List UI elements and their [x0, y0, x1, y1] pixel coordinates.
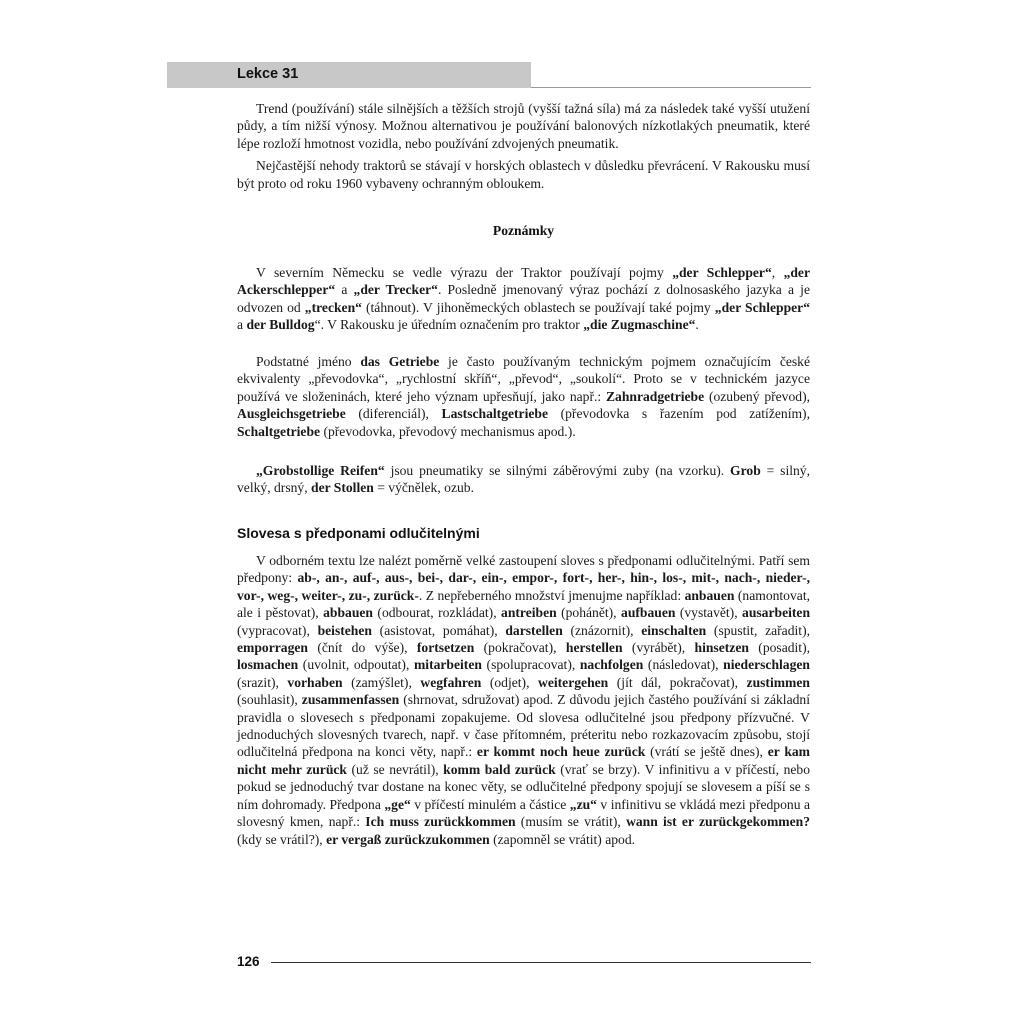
bold-term: hinsetzen: [694, 640, 749, 656]
bold-term: „der Trecker“: [353, 282, 438, 298]
bold-term: abbauen: [323, 605, 373, 621]
text-run: (vrátí se ještě dnes),: [645, 744, 768, 760]
text-run: (jít dál, pokračovat),: [608, 674, 747, 690]
paragraph: [237, 264, 810, 334]
text-run: (odbourat, rozkládat),: [373, 605, 502, 621]
notes-heading: Poznámky: [492, 223, 555, 238]
bold-term: mitarbeiten: [413, 657, 482, 673]
text-run: “. V Rakousku je úředním označením pro traktor: [314, 317, 584, 333]
bold-term: komm bald zurück: [443, 761, 556, 777]
text-run: (zapomněl se vrátit) apod.: [489, 831, 636, 847]
bold-term: weitergehen: [538, 674, 609, 690]
bold-term: emporragen: [237, 640, 308, 656]
paragraph: Nejčastější nehody traktorů se stávají v horských oblastech v důsledku převrácení. V Rakousku musí být proto od roku 1960 vybaveny ochranným obloukem.: [237, 158, 810, 191]
bold-term: Schaltgetriebe: [237, 423, 321, 439]
header-rule: [531, 87, 811, 88]
bold-term: Zahnradgetriebe: [605, 388, 705, 404]
text-run: (souhlasit),: [237, 692, 302, 708]
bold-term: „Grobstollige Reifen“: [256, 463, 385, 478]
bold-term: er vergaß zurückzukommen: [326, 831, 490, 847]
header-bar: [167, 62, 531, 88]
bold-term: zustimmen: [746, 674, 810, 690]
text-run: (znázornit),: [562, 622, 642, 638]
text-run: Podstatné jméno: [256, 354, 361, 369]
text-run: V severním Německu se vedle výrazu der Traktor používají pojmy: [256, 265, 673, 280]
note-1: [237, 264, 810, 339]
text-run: (pokračovat),: [474, 640, 566, 656]
text-run: (vypracovat),: [237, 622, 318, 638]
bold-term: Ausgleichsgetriebe: [237, 406, 346, 422]
bold-term: ausarbeiten: [742, 605, 810, 621]
text-run: (srazit),: [237, 674, 288, 690]
text-run: (spolupracovat),: [481, 657, 580, 673]
bold-term: Ich muss zurückkommen: [365, 814, 516, 830]
text-run: a: [237, 317, 247, 333]
bold-term: aufbauen: [621, 605, 676, 621]
bold-term: Lastschaltgetriebe: [441, 406, 548, 422]
text-run: (spustit, zařadit),: [706, 622, 810, 638]
bold-term: Grob: [730, 463, 761, 478]
bold-term: anbauen: [684, 587, 735, 603]
bold-term: losmachen: [237, 657, 299, 673]
text-run: (musím se vrátit),: [515, 814, 627, 830]
bold-term: er kommt noch heue zurück: [476, 744, 646, 760]
text-run: (táhnout). V jihoněmeckých oblastech se používají také pojmy: [361, 299, 715, 315]
paragraph: [237, 462, 810, 497]
text-run: V odborném textu lze nalézt poměrně velké zastoupení sloves s předponami odlučitelnými. Patří sem předpony:: [237, 553, 810, 586]
section-title: Slovesa s předponami odlučitelnými: [237, 525, 480, 541]
section-body: [237, 552, 810, 853]
text-run: . Posledně jmenovaný výraz pochází z dolnosaského jazyka a je odvozen od: [237, 282, 810, 315]
bold-term: „der Schlepper“: [714, 299, 810, 315]
text-run: (odjet),: [481, 674, 539, 690]
text-run: je často používaným technickým pojmem označujícím české ekvivalenty „převodovka“, „rychlostní skříň“, „převod“, „soukolí“. Proto se v technickém jazyce používá ve složeninách, které jeho význam upřesňují, jako např.:: [237, 354, 811, 404]
bold-term: wann ist er zurückgekommen?: [626, 814, 810, 830]
bold-term: der Bulldog: [246, 317, 315, 333]
footer-rule: [271, 962, 811, 963]
paragraph: Trend (používání) stále silnějších a těžších strojů (vyšší tažná síla) má za následek také vyšší utužení půdy, a tím nižší výnosy. Možnou alternativou je používání balonových nízkotlakých pneumatik, které lépe rozloží hmotnost vozidla, nebo používání zdvojených pneumatik.: [237, 101, 810, 151]
text-run: (ozubený převod),: [704, 388, 810, 404]
bold-term: wegfahren: [420, 674, 482, 690]
text-run: (převodovka s řazením pod zatížením),: [548, 406, 810, 422]
text-run: (posadit),: [748, 640, 811, 656]
bold-term: das Getriebe: [360, 354, 440, 369]
text-run: (pohánět),: [556, 605, 622, 621]
text-run: (vystavět),: [675, 605, 743, 621]
text-run: v infinitivu se vkládá mezi předponu a slovesný kmen, např.:: [237, 796, 810, 830]
text-run: (namontovat, ale i pěstovat),: [237, 587, 810, 621]
bold-term: einschalten: [641, 622, 707, 638]
bold-term: „trecken“: [304, 299, 362, 315]
text-run: = výčnělek, ozub.: [373, 480, 474, 496]
bold-term: „der Schlepper“: [672, 265, 772, 280]
text-run: .: [695, 317, 699, 333]
paragraph: [237, 353, 810, 440]
bold-term: „ge“: [384, 796, 411, 812]
bold-term: niederschlagen: [723, 657, 810, 673]
bold-term: antreiben: [501, 605, 557, 621]
text-run: v příčestí minulém a částice: [410, 796, 570, 812]
bold-term: „der Ackerschlepper“: [237, 265, 811, 298]
bold-term: er kam nicht mehr zurück: [237, 744, 810, 777]
text-run: (čnít do výše),: [307, 640, 417, 656]
text-run: ,: [771, 265, 784, 280]
text-run: a: [335, 282, 354, 298]
bold-term: zusammenfassen: [301, 692, 400, 708]
bold-term: der Stollen: [311, 480, 374, 496]
text-run: (shrnovat, sdružovat) apod. Z důvodu jejich častého používání si základní pravidla o slovesech s předponami zopakujeme. Od slovesa odlučitelné jsou předpony přízvučné. V jednoduchých slovesných tvarech, např. v čase přítomném, préteritu nebo rozkazovacím způsobu, stojí odlučitelná předpona na konci věty, např.:: [237, 692, 810, 760]
text-run: (kdy se vrátil?),: [237, 831, 327, 847]
text-run: (uvolnit, odpoutat),: [298, 657, 414, 673]
bold-term: fortsetzen: [416, 640, 475, 656]
bold-term: darstellen: [505, 622, 563, 638]
note-3: [237, 462, 810, 502]
lesson-title: Lekce 31: [237, 66, 299, 82]
text-run: (následovat),: [643, 657, 724, 673]
text-run: (vyrábět),: [622, 640, 695, 656]
intro-text: [237, 100, 810, 197]
bold-term: „zu“: [569, 796, 597, 812]
text-run: . Z nepřeberného množství jmenujme například:: [418, 587, 685, 603]
bold-term: herstellen: [565, 640, 623, 656]
text-run: (už se nevrátil),: [346, 761, 444, 777]
text-run: (převodovka, převodový mechanismus apod.).: [320, 423, 576, 439]
bold-term: „die Zugmaschine“: [583, 317, 696, 333]
text-run: (vrať se brzy). V infinitivu a v příčestí, nebo pokud se jednoduchý tvar dostane na konec věty, se odlučitelné předpony spojují se slovesem a píší se s ním dohromady. Předpona: [237, 761, 810, 812]
note-2: [237, 353, 810, 445]
paragraph: [237, 552, 810, 848]
bold-term: ab-, an-, auf-, aus-, bei-, dar-, ein-, empor-, fort-, her-, hin-, los-, mit-, nach-, nieder-, vor-, weg-, weiter-, zu-, zurück-: [237, 570, 810, 603]
text-run: = silný, velký, drsný,: [237, 463, 810, 496]
text-run: (zamýšlet),: [342, 674, 421, 690]
bold-term: nachfolgen: [579, 657, 644, 673]
bold-term: vorhaben: [287, 674, 343, 690]
text-run: jsou pneumatiky se silnými záběrovými zuby (na vzorku).: [384, 463, 731, 478]
text-run: (asistovat, pomáhat),: [371, 622, 506, 638]
text-run: (diferenciál),: [345, 406, 442, 422]
bold-term: beistehen: [317, 622, 372, 638]
page-number: 126: [237, 954, 260, 969]
